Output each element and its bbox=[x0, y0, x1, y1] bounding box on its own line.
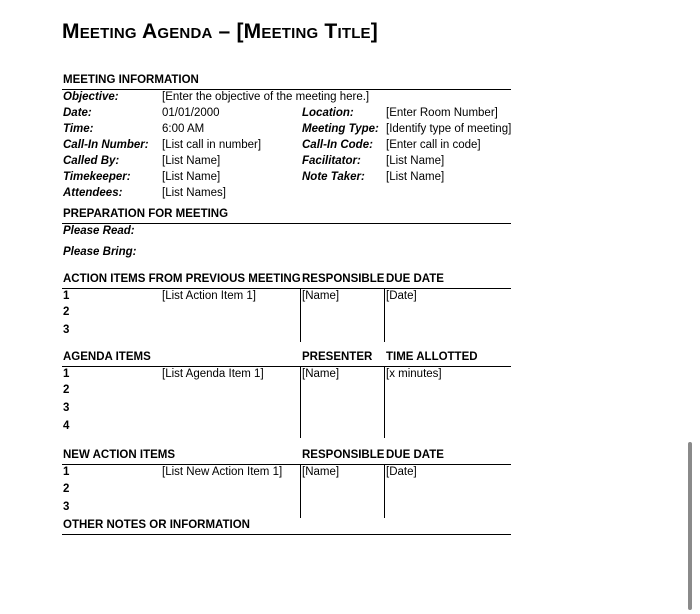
objective-label: Objective: bbox=[63, 91, 119, 103]
called-by-field[interactable]: [List Name] bbox=[162, 155, 221, 167]
presenter-field[interactable]: [Name] bbox=[302, 368, 340, 380]
meeting-info-rule bbox=[62, 89, 511, 90]
row-number: 3 bbox=[63, 501, 70, 513]
call-in-code-label: Call-In Code: bbox=[302, 139, 373, 151]
action-item-field[interactable]: [List Action Item 1] bbox=[162, 290, 256, 302]
other-notes-heading: OTHER NOTES OR INFORMATION bbox=[63, 519, 250, 531]
new-actions-responsible-header: RESPONSIBLE bbox=[302, 449, 385, 461]
location-label: Location: bbox=[302, 107, 354, 119]
note-taker-label: Note Taker: bbox=[302, 171, 365, 183]
facilitator-field[interactable]: [List Name] bbox=[386, 155, 445, 167]
timekeeper-label: Timekeeper: bbox=[63, 171, 131, 183]
please-bring-label: Please Bring: bbox=[63, 246, 137, 258]
timekeeper-field[interactable]: [List Name] bbox=[162, 171, 221, 183]
time-field[interactable]: 6:00 AM bbox=[162, 123, 205, 135]
prev-actions-rule bbox=[62, 288, 511, 289]
agenda-presenter-header: PRESENTER bbox=[302, 351, 373, 363]
vertical-scrollbar[interactable] bbox=[688, 442, 692, 610]
time-label: Time: bbox=[63, 123, 94, 135]
prev-actions-responsible-header: RESPONSIBLE bbox=[302, 273, 385, 285]
new-actions-rule bbox=[62, 464, 511, 465]
row-number: 2 bbox=[63, 306, 70, 318]
new-actions-divider-1 bbox=[300, 465, 301, 518]
agenda-rule bbox=[62, 366, 511, 367]
location-field[interactable]: [Enter Room Number] bbox=[386, 107, 498, 119]
prev-actions-divider-1 bbox=[300, 289, 301, 342]
new-action-item-field[interactable]: [List New Action Item 1] bbox=[162, 466, 283, 478]
row-number: 3 bbox=[63, 324, 70, 336]
row-number: 4 bbox=[63, 420, 70, 432]
row-number: 3 bbox=[63, 402, 70, 414]
row-number: 2 bbox=[63, 384, 70, 396]
row-number: 1 bbox=[63, 466, 70, 478]
meeting-type-label: Meeting Type: bbox=[302, 123, 379, 135]
facilitator-label: Facilitator: bbox=[302, 155, 361, 167]
new-actions-due-header: DUE DATE bbox=[386, 449, 444, 461]
new-actions-divider-2 bbox=[384, 465, 385, 518]
agenda-time-header: TIME ALLOTTED bbox=[386, 351, 478, 363]
call-in-code-field[interactable]: [Enter call in code] bbox=[386, 139, 481, 151]
preparation-heading: PREPARATION FOR MEETING bbox=[63, 208, 229, 220]
time-allotted-field[interactable]: [x minutes] bbox=[386, 368, 442, 380]
responsible-field[interactable]: [Name] bbox=[302, 290, 340, 302]
call-in-number-field[interactable]: [List call in number] bbox=[162, 139, 262, 151]
row-number: 2 bbox=[63, 483, 70, 495]
date-field[interactable]: 01/01/2000 bbox=[162, 107, 220, 119]
attendees-label: Attendees: bbox=[63, 187, 123, 199]
prev-actions-due-header: DUE DATE bbox=[386, 273, 444, 285]
new-actions-heading: NEW ACTION ITEMS bbox=[63, 449, 176, 461]
prev-actions-heading: ACTION ITEMS FROM PREVIOUS MEETING bbox=[63, 273, 301, 285]
call-in-number-label: Call-In Number: bbox=[63, 139, 149, 151]
attendees-field[interactable]: [List Names] bbox=[162, 187, 226, 199]
meeting-info-heading: MEETING INFORMATION bbox=[63, 74, 199, 86]
due-date-field[interactable]: [Date] bbox=[386, 290, 417, 302]
please-read-label: Please Read: bbox=[63, 225, 135, 237]
note-taker-field[interactable]: [List Name] bbox=[386, 171, 445, 183]
agenda-divider-1 bbox=[300, 367, 301, 438]
row-number: 1 bbox=[63, 290, 70, 302]
row-number: 1 bbox=[63, 368, 70, 380]
agenda-heading: AGENDA ITEMS bbox=[63, 351, 151, 363]
responsible-field[interactable]: [Name] bbox=[302, 466, 340, 478]
preparation-rule bbox=[62, 223, 511, 224]
called-by-label: Called By: bbox=[63, 155, 120, 167]
objective-field[interactable]: [Enter the objective of the meeting here.] bbox=[162, 91, 370, 103]
agenda-divider-2 bbox=[384, 367, 385, 438]
prev-actions-divider-2 bbox=[384, 289, 385, 342]
page-title: Meeting Agenda – [Meeting Title] bbox=[62, 20, 378, 43]
agenda-item-field[interactable]: [List Agenda Item 1] bbox=[162, 368, 264, 380]
meeting-type-field[interactable]: [Identify type of meeting] bbox=[386, 123, 512, 135]
other-notes-rule bbox=[62, 534, 511, 535]
due-date-field[interactable]: [Date] bbox=[386, 466, 417, 478]
date-label: Date: bbox=[63, 107, 92, 119]
